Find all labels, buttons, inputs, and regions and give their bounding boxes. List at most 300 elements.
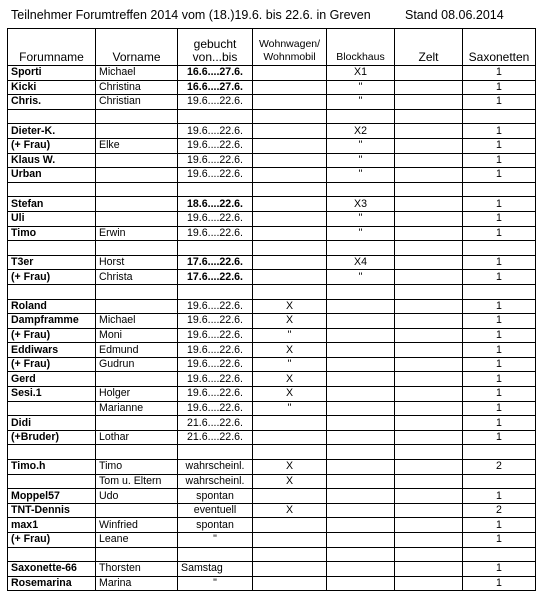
cell-gebucht: 19.6....22.6.	[178, 372, 253, 387]
cell-gebucht: 19.6....22.6.	[178, 95, 253, 110]
cell-zelt	[395, 168, 463, 183]
cell-zelt	[395, 270, 463, 285]
cell-vorname	[96, 299, 178, 314]
cell-saxonetten: 1	[463, 153, 536, 168]
cell-wohnwagen	[253, 547, 327, 562]
cell-zelt	[395, 211, 463, 226]
table-row	[8, 226, 536, 241]
cell-wohnwagen: X	[253, 314, 327, 329]
table-row	[8, 124, 536, 139]
cell-gebucht: Samstag	[178, 562, 253, 577]
cell-vorname: Holger	[96, 387, 178, 402]
header-forumname: Forumname	[8, 29, 96, 66]
cell-zelt	[395, 372, 463, 387]
table-row	[8, 576, 536, 591]
cell-saxonetten: 1	[463, 66, 536, 81]
cell-blockhaus	[327, 445, 395, 460]
cell-gebucht	[178, 182, 253, 197]
cell-saxonetten: 1	[463, 299, 536, 314]
cell-forumname: (+ Frau)	[8, 138, 96, 153]
cell-blockhaus	[327, 299, 395, 314]
cell-vorname	[96, 416, 178, 431]
cell-forumname: Klaus W.	[8, 153, 96, 168]
cell-wohnwagen	[253, 226, 327, 241]
cell-vorname: Michael	[96, 314, 178, 329]
table-row	[8, 387, 536, 402]
cell-forumname: T3er	[8, 255, 96, 270]
cell-vorname: Winfried	[96, 518, 178, 533]
cell-wohnwagen: "	[253, 328, 327, 343]
cell-gebucht: wahrscheinl.	[178, 474, 253, 489]
cell-saxonetten: 1	[463, 576, 536, 591]
cell-vorname	[96, 445, 178, 460]
cell-blockhaus	[327, 460, 395, 475]
header-vorname: Vorname	[96, 29, 178, 66]
cell-vorname: Christa	[96, 270, 178, 285]
cell-blockhaus	[327, 474, 395, 489]
cell-gebucht: 19.6....22.6.	[178, 153, 253, 168]
cell-wohnwagen	[253, 518, 327, 533]
table-row	[8, 182, 536, 197]
cell-wohnwagen	[253, 109, 327, 124]
cell-vorname	[96, 182, 178, 197]
table-row	[8, 474, 536, 489]
cell-gebucht: "	[178, 576, 253, 591]
cell-wohnwagen	[253, 445, 327, 460]
cell-gebucht: 19.6....22.6.	[178, 138, 253, 153]
cell-zelt	[395, 95, 463, 110]
cell-wohnwagen: X	[253, 474, 327, 489]
cell-vorname: Gudrun	[96, 357, 178, 372]
table-row	[8, 343, 536, 358]
table-row	[8, 416, 536, 431]
cell-wohnwagen: X	[253, 343, 327, 358]
cell-forumname: (+ Frau)	[8, 270, 96, 285]
cell-blockhaus	[327, 328, 395, 343]
cell-wohnwagen	[253, 95, 327, 110]
cell-gebucht: eventuell	[178, 503, 253, 518]
header-wohnwagen	[253, 29, 327, 66]
cell-forumname: Saxonette-66	[8, 562, 96, 577]
cell-gebucht: 19.6....22.6.	[178, 211, 253, 226]
cell-vorname: Timo	[96, 460, 178, 475]
table-row	[8, 66, 536, 81]
cell-saxonetten	[463, 182, 536, 197]
cell-wohnwagen: X	[253, 460, 327, 475]
cell-saxonetten	[463, 547, 536, 562]
cell-blockhaus	[327, 547, 395, 562]
header-gebucht	[178, 29, 253, 66]
cell-zelt	[395, 197, 463, 212]
cell-vorname: Michael	[96, 66, 178, 81]
cell-blockhaus	[327, 533, 395, 548]
cell-wohnwagen	[253, 270, 327, 285]
cell-forumname: Chris.	[8, 95, 96, 110]
cell-zelt	[395, 109, 463, 124]
cell-gebucht: 19.6....22.6.	[178, 124, 253, 139]
cell-zelt	[395, 226, 463, 241]
cell-gebucht: spontan	[178, 489, 253, 504]
cell-vorname: Moni	[96, 328, 178, 343]
cell-forumname: TNT-Dennis	[8, 503, 96, 518]
cell-forumname: Uli	[8, 211, 96, 226]
cell-wohnwagen	[253, 66, 327, 81]
table-body	[8, 66, 536, 591]
cell-gebucht: "	[178, 533, 253, 548]
cell-saxonetten: 1	[463, 328, 536, 343]
cell-zelt	[395, 138, 463, 153]
cell-vorname	[96, 109, 178, 124]
cell-blockhaus: "	[327, 168, 395, 183]
cell-wohnwagen	[253, 416, 327, 431]
cell-forumname: (+ Frau)	[8, 328, 96, 343]
cell-vorname: Christina	[96, 80, 178, 95]
cell-saxonetten: 1	[463, 430, 536, 445]
cell-zelt	[395, 284, 463, 299]
table-row	[8, 445, 536, 460]
cell-gebucht: 19.6....22.6.	[178, 343, 253, 358]
cell-blockhaus: X3	[327, 197, 395, 212]
cell-saxonetten: 1	[463, 138, 536, 153]
cell-blockhaus	[327, 387, 395, 402]
table-row	[8, 255, 536, 270]
cell-blockhaus: "	[327, 95, 395, 110]
cell-vorname: Edmund	[96, 343, 178, 358]
table-row	[8, 460, 536, 475]
cell-saxonetten: 1	[463, 226, 536, 241]
cell-wohnwagen	[253, 168, 327, 183]
table-row	[8, 430, 536, 445]
cell-forumname: Stefan	[8, 197, 96, 212]
cell-vorname	[96, 503, 178, 518]
cell-zelt	[395, 241, 463, 256]
cell-zelt	[395, 255, 463, 270]
cell-wohnwagen	[253, 197, 327, 212]
cell-vorname	[96, 284, 178, 299]
cell-vorname: Leane	[96, 533, 178, 548]
table-row	[8, 138, 536, 153]
cell-saxonetten: 1	[463, 562, 536, 577]
cell-wohnwagen: "	[253, 357, 327, 372]
cell-gebucht	[178, 445, 253, 460]
cell-saxonetten	[463, 109, 536, 124]
table-row	[8, 80, 536, 95]
table-row	[8, 153, 536, 168]
cell-zelt	[395, 533, 463, 548]
cell-saxonetten: 2	[463, 503, 536, 518]
table-row	[8, 547, 536, 562]
table-row	[8, 533, 536, 548]
cell-blockhaus	[327, 576, 395, 591]
cell-vorname: Marianne	[96, 401, 178, 416]
cell-forumname: Timo	[8, 226, 96, 241]
cell-gebucht: 19.6....22.6.	[178, 387, 253, 402]
cell-wohnwagen: "	[253, 401, 327, 416]
cell-forumname: Dampframme	[8, 314, 96, 329]
table-row	[8, 489, 536, 504]
cell-forumname	[8, 445, 96, 460]
table-row	[8, 299, 536, 314]
cell-vorname: Christian	[96, 95, 178, 110]
cell-saxonetten: 1	[463, 372, 536, 387]
cell-blockhaus: "	[327, 226, 395, 241]
cell-saxonetten: 1	[463, 401, 536, 416]
cell-saxonetten: 1	[463, 80, 536, 95]
cell-wohnwagen	[253, 211, 327, 226]
cell-zelt	[395, 299, 463, 314]
table-row	[8, 328, 536, 343]
cell-vorname: Erwin	[96, 226, 178, 241]
cell-saxonetten: 1	[463, 387, 536, 402]
table-row	[8, 372, 536, 387]
cell-wohnwagen	[253, 562, 327, 577]
cell-forumname: Gerd	[8, 372, 96, 387]
cell-vorname: Thorsten	[96, 562, 178, 577]
cell-gebucht: 19.6....22.6.	[178, 328, 253, 343]
cell-vorname: Marina	[96, 576, 178, 591]
cell-forumname: (+ Frau)	[8, 533, 96, 548]
cell-vorname	[96, 211, 178, 226]
cell-blockhaus	[327, 489, 395, 504]
cell-vorname	[96, 168, 178, 183]
cell-zelt	[395, 80, 463, 95]
cell-gebucht: 19.6....22.6.	[178, 299, 253, 314]
table-row	[8, 503, 536, 518]
cell-saxonetten: 1	[463, 270, 536, 285]
header-wohnwagen-line2: Wohnmobil	[263, 51, 316, 63]
cell-saxonetten: 1	[463, 343, 536, 358]
cell-wohnwagen	[253, 153, 327, 168]
cell-blockhaus	[327, 372, 395, 387]
cell-gebucht: 19.6....22.6.	[178, 357, 253, 372]
cell-blockhaus	[327, 401, 395, 416]
table-row	[8, 197, 536, 212]
table-row	[8, 270, 536, 285]
cell-zelt	[395, 66, 463, 81]
cell-saxonetten: 1	[463, 518, 536, 533]
cell-vorname	[96, 372, 178, 387]
cell-blockhaus	[327, 430, 395, 445]
cell-wohnwagen	[253, 241, 327, 256]
cell-saxonetten: 1	[463, 168, 536, 183]
cell-wohnwagen	[253, 124, 327, 139]
cell-vorname	[96, 197, 178, 212]
cell-blockhaus: "	[327, 138, 395, 153]
cell-blockhaus	[327, 357, 395, 372]
cell-vorname: Lothar	[96, 430, 178, 445]
cell-zelt	[395, 328, 463, 343]
cell-forumname	[8, 284, 96, 299]
table-row	[8, 518, 536, 533]
cell-saxonetten: 1	[463, 211, 536, 226]
cell-blockhaus	[327, 562, 395, 577]
cell-forumname: (+ Frau)	[8, 357, 96, 372]
cell-wohnwagen: X	[253, 387, 327, 402]
cell-wohnwagen: X	[253, 372, 327, 387]
cell-blockhaus: "	[327, 153, 395, 168]
cell-blockhaus	[327, 284, 395, 299]
cell-zelt	[395, 547, 463, 562]
cell-vorname: Horst	[96, 255, 178, 270]
cell-forumname: Roland	[8, 299, 96, 314]
cell-zelt	[395, 416, 463, 431]
table-row	[8, 211, 536, 226]
cell-blockhaus	[327, 241, 395, 256]
cell-blockhaus	[327, 314, 395, 329]
cell-forumname: (+Bruder)	[8, 430, 96, 445]
table-row	[8, 562, 536, 577]
cell-zelt	[395, 474, 463, 489]
cell-forumname: Kicki	[8, 80, 96, 95]
table-row	[8, 314, 536, 329]
cell-zelt	[395, 503, 463, 518]
cell-vorname: Elke	[96, 138, 178, 153]
cell-wohnwagen	[253, 182, 327, 197]
cell-zelt	[395, 357, 463, 372]
cell-zelt	[395, 489, 463, 504]
cell-zelt	[395, 576, 463, 591]
cell-zelt	[395, 153, 463, 168]
cell-gebucht: 19.6....22.6.	[178, 226, 253, 241]
cell-saxonetten: 1	[463, 255, 536, 270]
cell-forumname: Sporti	[8, 66, 96, 81]
cell-gebucht: 19.6....22.6.	[178, 401, 253, 416]
cell-zelt	[395, 562, 463, 577]
cell-forumname	[8, 241, 96, 256]
table-row	[8, 168, 536, 183]
cell-saxonetten: 2	[463, 460, 536, 475]
cell-blockhaus: X2	[327, 124, 395, 139]
cell-blockhaus: X1	[327, 66, 395, 81]
cell-saxonetten: 1	[463, 357, 536, 372]
cell-saxonetten: 1	[463, 533, 536, 548]
cell-blockhaus	[327, 503, 395, 518]
cell-forumname: Didi	[8, 416, 96, 431]
cell-wohnwagen	[253, 430, 327, 445]
cell-forumname: Rosemarina	[8, 576, 96, 591]
cell-gebucht: 21.6....22.6.	[178, 430, 253, 445]
cell-gebucht: 17.6....22.6.	[178, 255, 253, 270]
cell-saxonetten	[463, 241, 536, 256]
document-title: Teilnehmer Forumtreffen 2014 vom (18.)19.6. bis 22.6. in Greven	[11, 8, 371, 22]
cell-gebucht: 17.6....22.6.	[178, 270, 253, 285]
cell-blockhaus	[327, 416, 395, 431]
cell-forumname	[8, 109, 96, 124]
table-row	[8, 95, 536, 110]
cell-gebucht: wahrscheinl.	[178, 460, 253, 475]
cell-wohnwagen	[253, 489, 327, 504]
cell-forumname: Dieter-K.	[8, 124, 96, 139]
cell-wohnwagen	[253, 80, 327, 95]
cell-blockhaus	[327, 343, 395, 358]
cell-blockhaus: X4	[327, 255, 395, 270]
cell-gebucht	[178, 241, 253, 256]
cell-zelt	[395, 460, 463, 475]
table-row	[8, 109, 536, 124]
cell-forumname: Urban	[8, 168, 96, 183]
table-row	[8, 401, 536, 416]
cell-gebucht: 19.6....22.6.	[178, 168, 253, 183]
cell-blockhaus: "	[327, 80, 395, 95]
cell-forumname: Eddiwars	[8, 343, 96, 358]
cell-zelt	[395, 445, 463, 460]
cell-zelt	[395, 124, 463, 139]
table-row	[8, 357, 536, 372]
cell-vorname	[96, 124, 178, 139]
cell-saxonetten	[463, 474, 536, 489]
cell-zelt	[395, 314, 463, 329]
cell-forumname: max1	[8, 518, 96, 533]
table-row	[8, 241, 536, 256]
cell-zelt	[395, 387, 463, 402]
header-row	[8, 29, 536, 66]
header-gebucht-line2: von...bis	[192, 50, 238, 64]
cell-wohnwagen	[253, 533, 327, 548]
cell-zelt	[395, 518, 463, 533]
cell-zelt	[395, 343, 463, 358]
cell-blockhaus	[327, 182, 395, 197]
cell-vorname	[96, 153, 178, 168]
cell-forumname: Timo.h	[8, 460, 96, 475]
table-row	[8, 284, 536, 299]
cell-gebucht: 18.6....22.6.	[178, 197, 253, 212]
cell-saxonetten	[463, 445, 536, 460]
cell-wohnwagen	[253, 138, 327, 153]
cell-saxonetten: 1	[463, 416, 536, 431]
cell-blockhaus: "	[327, 270, 395, 285]
cell-forumname	[8, 474, 96, 489]
cell-wohnwagen: X	[253, 503, 327, 518]
cell-vorname: Udo	[96, 489, 178, 504]
cell-wohnwagen	[253, 284, 327, 299]
cell-saxonetten	[463, 284, 536, 299]
cell-gebucht: 19.6....22.6.	[178, 314, 253, 329]
cell-zelt	[395, 430, 463, 445]
cell-gebucht	[178, 284, 253, 299]
cell-vorname	[96, 241, 178, 256]
cell-vorname	[96, 547, 178, 562]
header-wohnwagen-line1: Wohnwagen/	[258, 38, 321, 50]
cell-blockhaus: "	[327, 211, 395, 226]
cell-saxonetten: 1	[463, 124, 536, 139]
cell-forumname: Moppel57	[8, 489, 96, 504]
header-saxonetten: Saxonetten	[463, 29, 536, 66]
cell-saxonetten: 1	[463, 314, 536, 329]
cell-saxonetten: 1	[463, 197, 536, 212]
participants-table	[7, 28, 536, 591]
cell-blockhaus	[327, 109, 395, 124]
cell-zelt	[395, 182, 463, 197]
cell-vorname: Tom u. Eltern	[96, 474, 178, 489]
header-gebucht-line1: gebucht	[193, 37, 237, 51]
header-zelt: Zelt	[395, 29, 463, 66]
cell-zelt	[395, 401, 463, 416]
cell-gebucht: 16.6....27.6.	[178, 80, 253, 95]
cell-forumname	[8, 401, 96, 416]
cell-saxonetten: 1	[463, 489, 536, 504]
cell-gebucht	[178, 109, 253, 124]
header-blockhaus: Blockhaus	[327, 29, 395, 66]
cell-gebucht: spontan	[178, 518, 253, 533]
cell-gebucht	[178, 547, 253, 562]
cell-wohnwagen	[253, 255, 327, 270]
cell-wohnwagen: X	[253, 299, 327, 314]
cell-forumname	[8, 182, 96, 197]
cell-saxonetten: 1	[463, 95, 536, 110]
stand-date: Stand 08.06.2014	[405, 8, 504, 22]
cell-gebucht: 21.6....22.6.	[178, 416, 253, 431]
cell-forumname: Sesi.1	[8, 387, 96, 402]
